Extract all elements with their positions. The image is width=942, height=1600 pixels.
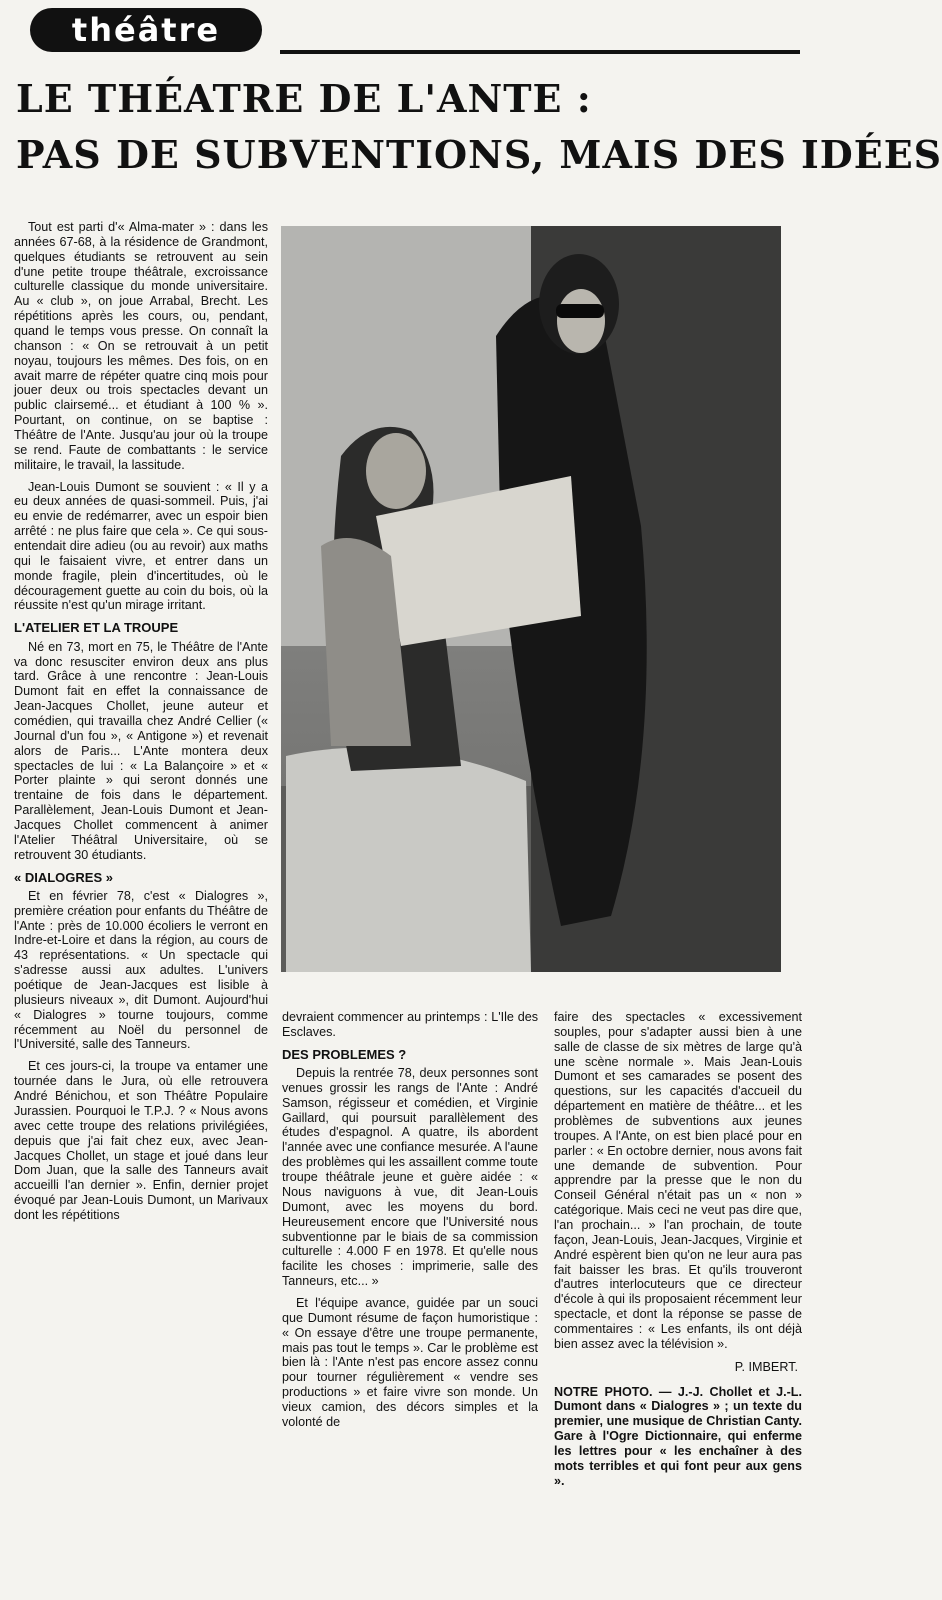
subheading: « DIALOGRES » — [14, 869, 113, 885]
article-paragraph: devraient commencer au printemps : L'Ile des Esclaves. — [282, 1010, 538, 1039]
article-paragraph: Et en février 78, c'est « Dialogres », première création pour enfants du Théâtre de l'Ante : près de 10.000 écoliers le verront en Indre-et-Loire et dans la région, au cours de 43 représentations. « Un spectacle qui s'adresse aussi aux adultes. L'univers poétique de Jean-Jacques est lisible à plusieurs niveaux », dit Dumont. Aujourd'hui « Dialogres » tourne toujours, comme récemment au Noël du personnel de l'Université, salle des Tanneurs. — [14, 888, 268, 1052]
headline-line-2: PAS DE SUBVENTIONS, MAIS DES IDÉES — [16, 132, 942, 177]
section-rubric: théâtre — [30, 8, 262, 52]
header-rule — [280, 50, 800, 54]
article-column-3 — [554, 1010, 802, 1489]
caption-text: J.-J. Chollet et J.-L. Dumont dans « Dialogres » ; un texte du premier, une musique de Christian Canty. Gare à l'Ogre Dictionnaire, qui enferme les lettres pour « les enchaîner à des mots terribles et qui font peur aux gens ». — [554, 1384, 802, 1488]
caption-lead: NOTRE PHOTO. — — [554, 1384, 672, 1399]
article-paragraph: Tout est parti d'« Alma-mater » : dans les années 67-68, à la résidence de Grandmont, quelques étudiants se retrouvent au sein d'une petite troupe théâtrale, excroissance culturelle classique du monde universitaire. Au « club », on joue Arrabal, Brecht. Les répétitions après les cours, ou, pendant, quand le temps vous presse. On connaît la chanson : « On se retrouvait à un petit noyau, toujours les mêmes. Des fois, on en avait marre de répéter quatre cinq mois pour jouer deux ou trois spectacles devant un public clairsemé... et étudiant à 100 % ». Pourtant, on continue, on se baptise : Théâtre de l'Ante. Jusqu'au jour où la troupe se rend. Faute de combattants : le service militaire, le travail, la lassitude. — [14, 220, 268, 472]
article-column-1 — [14, 220, 268, 1230]
author-signature: P. IMBERT. — [734, 1359, 798, 1374]
article-paragraph: Et l'équipe avance, guidée par un souci que Dumont résume de façon humoristique : « On essaye d'être une troupe permanente, mais pas tout le temps ». Car le problème est bien là : l'Ante n'est pas encore assez connu pour tourner régulièrement « vendre ses productions » et faire vivre son monde. Un vieux camion, des décors simples et la volonté de — [282, 1295, 538, 1429]
subheading: L'ATELIER ET LA TROUPE — [14, 620, 179, 636]
article-column-2 — [282, 1010, 538, 1437]
article-paragraph: Né en 73, mort en 75, le Théâtre de l'Ante va donc resusciter environ deux ans plus tard. Grâce à une rencontre : Jean-Louis Dumont fait en effet la connaissance de Jean-Jacques Chollet, jeune auteur et comédien, qui travailla chez André Cellier (« Journal d'un fou », « Antigone ») et revenait alors de Paris... L'Ante montera deux spectacles de lui : « La Balançoire » et « Porter plainte » qui seront donnés une trentaine de fois dans le département. Parallèlement, Jean-Louis Dumont et Jean-Jacques Chollet commencent à animer l'Atelier Théâtral Universitaire, où se retrouvent 30 étudiants. — [14, 639, 268, 862]
article-paragraph: Et ces jours-ci, la troupe va entamer une tournée dans le Jura, où elle retrouvera André Bénichou, et son Théâtre Populaire Jurassien. Pourquoi le T.P.J. ? « Nous avons avec cette troupe des relations privilégiées, depuis que j'ai fait chez eux, avec Jean-Jacques Chollet, un stage et joué dans leur Dom Juan, que la salle des Tanneurs avait accueilli l'an dernier ». Enfin, dernier projet évoqué par Jean-Louis Dumont, un Marivaux dont les répétitions — [14, 1059, 268, 1222]
article-paragraph: faire des spectacles « excessivement souples, pour s'adapter aussi bien à une salle de classe de six mètres de large qu'à une scène normale ». Mais Jean-Louis Dumont et ses camarades se posent des questions, sur les capacités d'accueil du département en matière de théâtre... et les problèmes de subventions aux jeunes troupes. A l'Ante, on est bien placé pour en parler : « En octobre dernier, nous avons fait une demande de subvention. Pour apprendre par la presse que le non du Conseil Général n'était pas un « non » catégorique. Mais ceci ne veut pas dire que, l'an prochain... » l'an prochain, de toute façon, Jean-Louis, Jean-Jacques, Virginie et André espèrent bien qu'on ne leur aura pas fait baisser les bras. Et qu'ils trouveront d'autres interlocuteurs que ce directeur d'école à qui ils proposaient récemment leur spectacle, et dont la réponse se passe de commentaires : « Les enfants, ils ont déjà bien assez avec la télévision ». — [554, 1010, 802, 1351]
article-photo — [281, 226, 781, 972]
headline-line-1: LE THÉATRE DE L'ANTE : — [16, 76, 592, 121]
subheading: DES PROBLEMES ? — [282, 1046, 407, 1062]
stage-photo-illustration — [281, 226, 781, 972]
photo-caption — [554, 1385, 802, 1489]
article-paragraph: Jean-Louis Dumont se souvient : « Il y a eu deux années de quasi-sommeil. Puis, j'ai eu envie de redémarrer, avec un espoir bien arrêté : ne plus faire que cela ». Ce qui sous-entendait dire adieu (ou au revoir) aux maths qui le faisaient vivre, et entrer dans un monde fragile, plein d'incertitudes, où le découragement guette au coin du bois, où la réussite n'est qu'un mirage irritant. — [14, 479, 268, 613]
article-paragraph: Depuis la rentrée 78, deux personnes sont venues grossir les rangs de l'Ante : André Samson, régisseur et comédien, et Virginie Gaillard, qui poursuit parallèlement des études d'espagnol. A quatre, ils abordent l'année avec une confiance mesurée. A l'aune des problèmes qui les assaillent comme toute troupe théâtrale jeune et guère aidée : « Nous naviguons à vue, dit Jean-Louis Dumont, avec les moyens du bord. Heureusement encore que l'Université nous subventionne par le biais de sa commission culturelle : 4.000 F en 1978. Et qu'elle nous facilite les choses : imprimerie, salle des Tanneurs, etc... » — [282, 1066, 538, 1289]
